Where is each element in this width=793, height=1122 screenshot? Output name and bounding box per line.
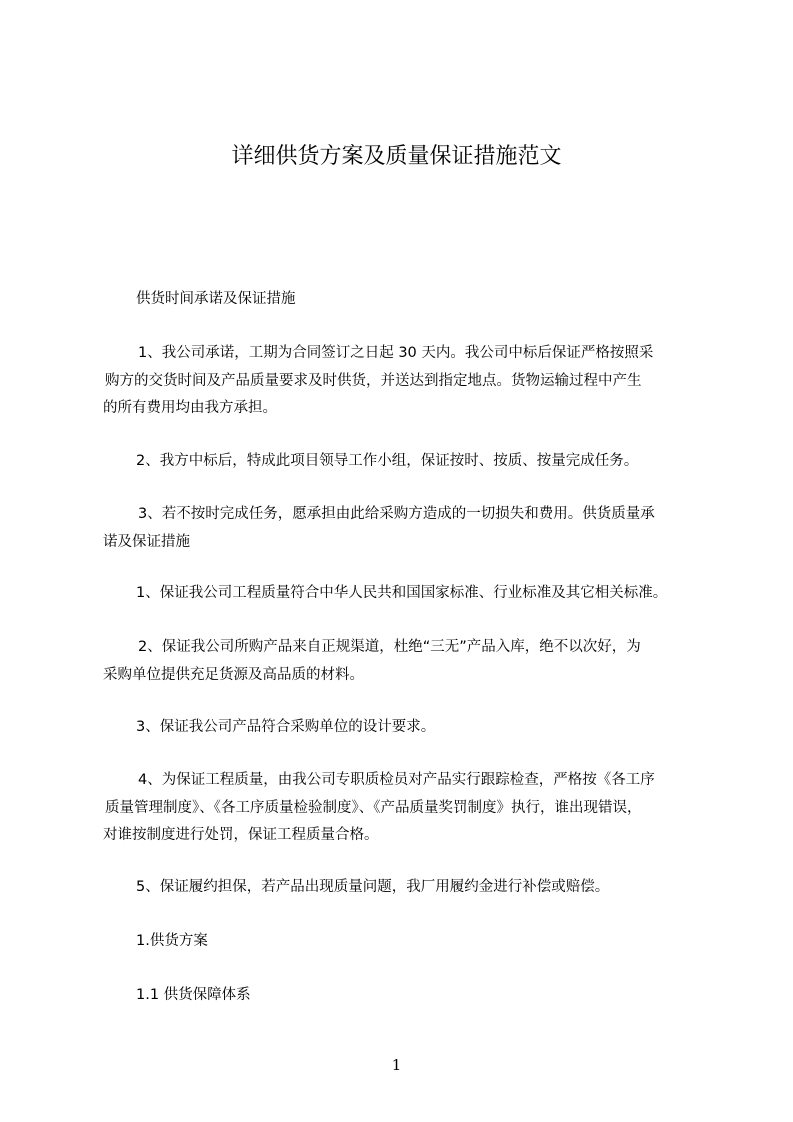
paragraph-line: 供货时间承诺及保证措施 xyxy=(136,291,296,307)
document-title: 详细供货方案及质量保证措施范文 xyxy=(231,144,562,169)
paragraph-line: 1、保证我公司工程质量符合中华人民共和国国家标准、行业标准及其它相关标准。 xyxy=(136,585,668,601)
paragraph-line: 3、保证我公司产品符合采购单位的设计要求。 xyxy=(136,719,436,735)
paragraph-commitment-1 xyxy=(103,340,715,423)
paragraph-commitment-3 xyxy=(103,501,715,556)
paragraph-quality-4 xyxy=(103,767,715,850)
section-heading-supply-guarantee-system xyxy=(103,982,715,1010)
paragraph-line: 1.1 供货保障体系 xyxy=(136,987,251,1003)
paragraph-quality-3 xyxy=(103,714,715,742)
paragraph-quality-1 xyxy=(103,580,715,608)
paragraph-line: 2、保证我公司所购产品来自正规渠道，杜绝“三无”产品入库，绝不以次好，为 xyxy=(138,639,641,655)
paragraph-commitment-2 xyxy=(103,448,715,476)
page-number: 1 xyxy=(391,1056,402,1074)
paragraph-line: 对谁按制度进行处罚，保证工程质量合格。 xyxy=(103,827,379,843)
paragraph-supply-time-heading xyxy=(103,286,748,314)
paragraph-line: 1、我公司承诺，工期为合同签订之日起 30 天内。我公司中标后保证严格按照采 xyxy=(138,345,654,361)
paragraph-line: 质量管理制度》、《各工序质量检验制度》、《产品质量奖罚制度》执行，谁出现错误， xyxy=(105,799,642,816)
paragraph-line: 诺及保证措施 xyxy=(103,533,190,550)
paragraph-quality-2 xyxy=(103,634,715,689)
paragraph-line: 购方的交货时间及产品质量要求及时供货，并送达到指定地点。货物运输过程中产生 xyxy=(105,372,642,389)
paragraph-line: 1.供货方案 xyxy=(136,933,208,949)
paragraph-line: 5、保证履约担保，若产品出现质量问题，我厂用履约金进行补偿或赔偿。 xyxy=(136,879,610,895)
paragraph-line: 2、我方中标后，特成此项目领导工作小组，保证按时、按质、按量完成任务。 xyxy=(136,453,639,469)
paragraph-quality-5 xyxy=(103,874,715,902)
paragraph-line: 3、若不按时完成任务，愿承担由此给采购方造成的一切损失和费用。供货质量承 xyxy=(138,506,655,522)
section-heading-supply-plan xyxy=(103,928,715,956)
paragraph-line: 4、为保证工程质量，由我公司专职质检员对产品实行跟踪检查，严格按《各工序 xyxy=(138,772,655,788)
paragraph-line: 的所有费用均由我方承担。 xyxy=(103,400,277,416)
paragraph-line: 采购单位提供充足货源及高品质的材料。 xyxy=(103,666,364,683)
